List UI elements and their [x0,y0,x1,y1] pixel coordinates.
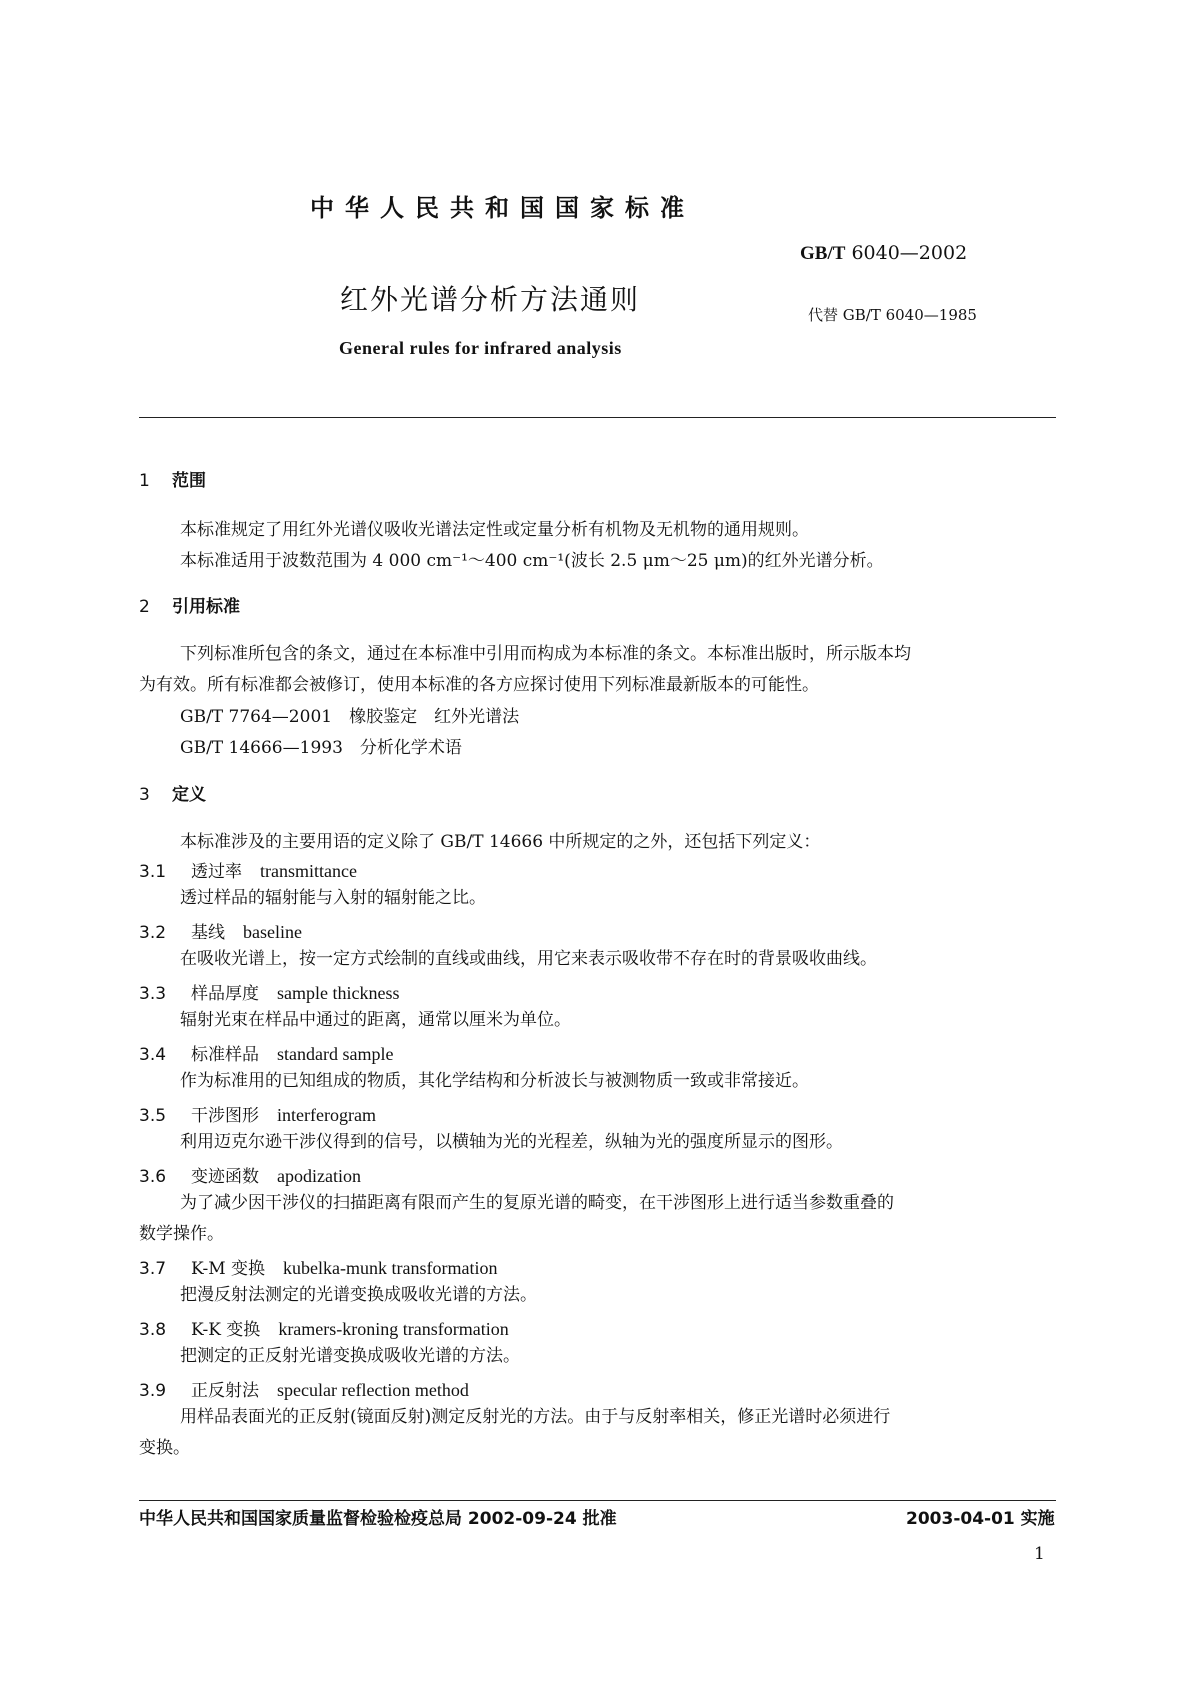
document-title-en: General rules for infrared analysis [339,338,622,358]
standard-number-value: 6040—2002 [851,242,968,264]
effective-date: 2003-04-01 实施 [906,1509,1055,1529]
section-1-heading [139,466,206,491]
term-definition: 把漫反射法测定的光谱变换成吸收光谱的方法。 [180,1285,537,1305]
term-definition-continued: 数学操作。 [139,1224,224,1244]
term-cn: 基线 [191,923,225,943]
section-number: 2 [139,597,150,617]
section-2-heading [139,592,240,617]
term-en: sample thickness [277,983,400,1003]
standard-number [800,242,967,265]
term-number: 3.8 [139,1320,167,1340]
section-title: 范围 [172,471,206,491]
section-title: 定义 [172,785,206,805]
standard-number-prefix: GB/T [800,243,846,264]
term-definition: 辐射光束在样品中通过的距离，通常以厘米为单位。 [180,1010,571,1030]
term-definition: 利用迈克尔逊干涉仪得到的信号，以横轴为光的光程差，纵轴为光的强度所显示的图形。 [180,1132,843,1152]
header-divider [139,417,1056,418]
term-cn: K-M 变换 [191,1259,266,1279]
term-definition: 用样品表面光的正反射(镜面反射)测定反射光的方法。由于与反射率相关，修正光谱时必须进行 [180,1407,891,1427]
term-cn: 变迹函数 [191,1167,259,1187]
section-3-intro: 本标准涉及的主要用语的定义除了 GB/T 14666 中所规定的之外，还包括下列定义： [180,832,821,852]
section-1-paragraph-2: 本标准适用于波数范围为 4 000 cm⁻¹～400 cm⁻¹(波长 2.5 μm～25 μm)的红外光谱分析。 [180,551,884,571]
term-en: kubelka-munk transformation [283,1258,498,1278]
term-number: 3.1 [139,862,167,882]
term-number: 3.6 [139,1167,167,1187]
term-number: 3.7 [139,1259,167,1279]
term-definition-continued: 变换。 [139,1438,190,1458]
approval-line: 中华人民共和国国家质量监督检验检疫总局 2002-09-24 批准 [139,1509,617,1529]
term-heading [139,1101,376,1126]
term-en: kramers-kroning transformation [278,1319,509,1339]
term-en: baseline [243,922,302,942]
page-number: 1 [1034,1544,1045,1564]
term-en: interferogram [277,1105,376,1125]
section-2-paragraph-line-2: 为有效。所有标准都会被修订，使用本标准的各方应探讨使用下列标准最新版本的可能性。 [139,675,819,695]
term-cn: 标准样品 [191,1045,259,1065]
term-heading [139,1376,469,1401]
footer-divider [139,1500,1056,1501]
term-definition: 为了减少因干涉仪的扫描距离有限而产生的复原光谱的畸变，在干涉图形上进行适当参数重叠的 [180,1193,894,1213]
national-standard-heading: 中华人民共和国国家标准 [310,194,695,222]
term-en: apodization [277,1166,361,1186]
term-heading [139,1315,509,1340]
term-cn: 干涉图形 [191,1106,259,1126]
term-heading [139,1040,393,1065]
replaces-standard: 代替 GB/T 6040—1985 [808,306,977,324]
term-heading [139,918,302,943]
term-cn: 正反射法 [191,1381,259,1401]
term-en: transmittance [260,861,357,881]
term-heading [139,1254,497,1279]
term-definition: 在吸收光谱上，按一定方式绘制的直线或曲线，用它来表示吸收带不存在时的背景吸收曲线。 [180,949,877,969]
section-title: 引用标准 [172,597,240,617]
term-number: 3.4 [139,1045,167,1065]
term-number: 3.2 [139,923,167,943]
term-definition: 透过样品的辐射能与入射的辐射能之比。 [180,888,486,908]
term-heading [139,857,357,882]
term-number: 3.3 [139,984,167,1004]
term-number: 3.5 [139,1106,167,1126]
normative-reference-1: GB/T 7764—2001 橡胶鉴定 红外光谱法 [180,707,520,727]
term-cn: K-K 变换 [191,1320,261,1340]
term-cn: 透过率 [191,862,242,882]
term-en: standard sample [277,1044,394,1064]
term-definition: 把测定的正反射光谱变换成吸收光谱的方法。 [180,1346,520,1366]
section-2-paragraph-line-1: 下列标准所包含的条文，通过在本标准中引用而构成为本标准的条文。本标准出版时，所示版本均 [180,644,911,664]
normative-reference-2: GB/T 14666—1993 分析化学术语 [180,738,462,758]
term-cn: 样品厚度 [191,984,259,1004]
section-3-heading [139,780,206,805]
section-number: 1 [139,471,150,491]
section-1-paragraph-1: 本标准规定了用红外光谱仪吸收光谱法定性或定量分析有机物及无机物的通用规则。 [180,520,809,540]
term-definition: 作为标准用的已知组成的物质，其化学结构和分析波长与被测物质一致或非常接近。 [180,1071,809,1091]
section-number: 3 [139,785,150,805]
document-title-cn: 红外光谱分析方法通则 [340,283,641,316]
term-en: specular reflection method [277,1380,469,1400]
term-heading [139,1162,361,1187]
term-heading [139,979,399,1004]
term-number: 3.9 [139,1381,167,1401]
